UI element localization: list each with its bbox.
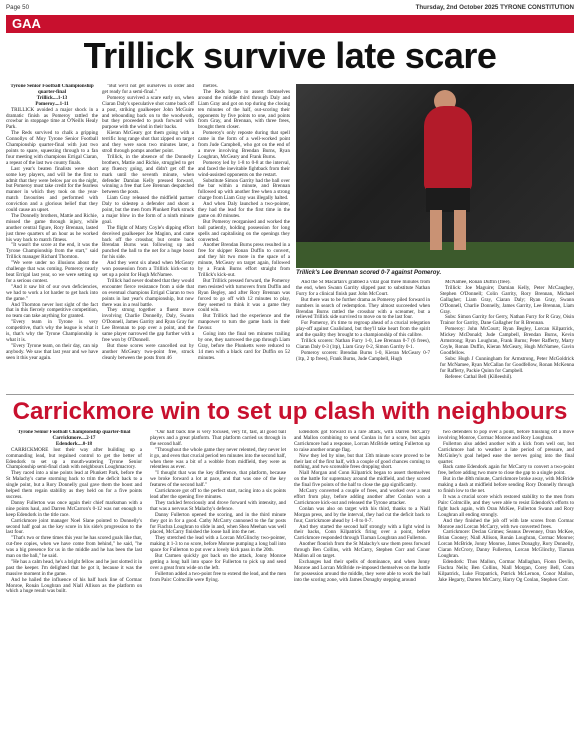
story1-column-1 — [6, 84, 98, 390]
article-paragraph: But Carmen quickly got back on the attack, Jonny Monroe getting a long ball into space for Fullerton to pick up and send over a great from wide on the left. — [150, 553, 286, 571]
article-paragraph: Carrickmore: Declan Grimes; Seanus Devenney, Oran McKee, Brian Cooney; Niall Allison, Ronán Loughran, Cormac Monroe; Lorcan McBride, Jonny Monroe, James Donaghy, Rory Donnelly, Ciaran McCrory, Danny Fullerton, Lorcan McGlinchy, Tiarnan Loughran. — [438, 529, 574, 560]
article-paragraph: "It wasn't the score at the end, it was the Tyrone Championship from the start," said Trillick manager Richard Thornton. — [6, 242, 98, 261]
story2-column-3 — [294, 430, 430, 733]
date-line: Thursday, 2nd October 2025 TYRONE CONSTITUTION — [415, 4, 574, 11]
article-paragraph: Edendork: Thos Mallon, Cormac Mallaghan, Fionn Devlin, Fiachra Neils; Ben Collins, Niall Morgan, Corey Bell, Conn Kilpatrick, Luke Fitzpatrick, Patrick McLernon, Conor Mallon, Jake Hegarty, Darren McCarry, Harry Og Conlan, Stephen Corr. — [438, 558, 574, 583]
article-paragraph: And they went six ahead when McGeary won possession from a Trillick kick-out to set up a point for Hugh McNamee. — [102, 260, 194, 278]
article-paragraph: Subs: Hugh J Cunningham for Armstrong, Peter McGoldrick for McNamee, Ryan McCallan for Goodfellow, Ronan McKenna for Rafferty, Packie Quinn for Campbell. — [440, 355, 574, 374]
article-paragraph: "Our half back line is very focused, very fit, fast, all good ball players and a great platform. That platform carried us through in the second half. — [150, 430, 286, 447]
article-paragraph: Pomeroy led by 1-8 to 0-8 at the interval, and faced the inevitable fightback from their wind-assisted opponents on the restart. — [198, 159, 290, 178]
article-paragraph: Pomeroy's only reposte during that spell came in the form of a well-worked point from Jude Campbell, who got on the end of a move involving Brendan Burns, Ryan Loughran, McGeary and Frank Burns. — [198, 130, 290, 160]
article-paragraph: For Pomeroy, it's time to regroup ahead of a crucial relegation play-off against Coalisland, but they'll take heart from the spirit and the quality they brought to a championship of this calibre. — [296, 320, 430, 339]
match-heading: Tyrone Senior Football Championship quarter-final — [17, 430, 131, 435]
article-paragraph: Liam Gray released the midfield partner Daly to sidestep a defender and shoot a point, but the men from Plunkett Park struck a major blow in the form of a ninth minute goal. — [102, 195, 194, 225]
article-paragraph: But Pomeroy reorganised and worked the ball patiently, holding possession for long spells and capitalising on the openings they converted. — [198, 218, 290, 243]
match-heading: Edendork....0-18 — [55, 440, 93, 447]
story1-column-5 — [440, 280, 574, 390]
page-number: Page 50 — [6, 4, 30, 11]
story2-column-1 — [6, 430, 142, 733]
story2-column-2 — [150, 430, 286, 733]
match-heading: Tyrone Senior Football Championship quarter-final — [10, 84, 94, 95]
article-paragraph: Back came Edendork again for McCarry to convert a two-point free, before adding two more to close the gap to a single point. — [438, 464, 574, 477]
article-paragraph: Another flourish from the St Malachy's saw them press forward through Ben Collins, with McCarry, Stephen Corr and Conor Mallon all on target. — [294, 541, 430, 560]
article-paragraph: CARRICKMORE lost their way after building up a commanding lead, but regained control to get the better of Edendork to set up a mouth-watering Tyrone Senior Championship semi-final clash with neighbours Loughmacrory. — [6, 446, 142, 471]
player-shorts — [426, 188, 470, 212]
article-paragraph: Danny Fullerton opened the scoring, and in the third minute they got in for a good. Cathy McCarry cannoned to the far posts for Fiachra Loughran to slide in and, when Shea Meehan was well placed, McCarry finished the loose ball into the net. — [150, 511, 286, 536]
article-paragraph: The flight of Marty Coyle's dipping effort deceived goalkeeper Joe Maginn, and came back off the crossbar, but centre back Brendan Burns was following up and punched the ball to the net for a huge boost for his side. — [102, 224, 194, 261]
article-paragraph: Referee: Cathal Bell (Killeeshil). — [445, 373, 513, 380]
match-heading: Carrickmore....2-17 — [52, 434, 96, 441]
article-paragraph: Fullerton also added another with a kick from well out, but Carrickmore had to weather a late period of pressure, and McGinley's goal helped ease the nerves going into the final quarter. — [438, 440, 574, 465]
article-paragraph: McCarry converted a couple of frees, and worked over a neat effort from play, before adding another after Conlan won a Carrickmore kick-out and released the Tyrone attacker. — [294, 488, 430, 506]
player-leg — [430, 210, 442, 250]
article-paragraph: McNamee, Ronan Duffin (free). — [445, 280, 511, 285]
article-paragraph: Trillick had never doubted that they would encounter fierce resistance from a side that on eventual champions Errigal Ciaran to two points in last year's championship, but now there was in a real battle. — [102, 277, 194, 308]
article-paragraph: The Reds began to assert themselves around the middle third through Daly and Liam Gray and got on top during the closing ten minutes of the half, out-scoring their opponents by five points to one, and points from Gray, and Brennan, with three frees, brought them closer. — [198, 88, 290, 131]
match-heading: Pomeroy....1-11 — [35, 100, 69, 107]
article-paragraph: Pomeroy scorers: Brendan Burns 1-0, Kieran McGeary 0-7 (1tp, 2 tp frees), Frank Burns, Jude Campbell, Hugh — [296, 349, 430, 362]
section-label: GAA — [12, 16, 41, 31]
article-paragraph: "Throughout the whole game they never relented, they never let it go, and even that crucial period ten minutes into the second half, when there was a bit of a wobble from midfield, they were as relentless as ever. — [150, 446, 286, 471]
article-paragraph: And he hailed the influence of his half back line of Cormac Monroe, Ronán Loughran and Niall Allison as the platform on which a huge result was built. — [6, 576, 142, 595]
article-paragraph: Another Brendan Burns press resulted in a free for skipper Ronan Duffin to convert, and they hit two more in the space of a minute, McGeary on target again, followed by a Frank Burns effort straight from Trillick's kick-out. — [198, 242, 290, 278]
article-paragraph: Last year's beaten finalists were short some key players, and will be the first to admit that they were below par on the night, but Pomeroy must take credit for the fearless manner in which they took on the year-match favourites and performed with conviction and a glorious belief that they could cause an upset. — [6, 165, 98, 214]
article-paragraph: Fullerton added a two-point free to extend the lead, and the men from Pairc Colmcille were flying. — [150, 570, 286, 583]
article-paragraph: Going into the final ten minutes trailing by one, they narrowed the gap through Liam Gray, before the Plunketts were reduced to 14 men with a black card for Duffin on 52 minutes. — [198, 331, 290, 361]
player-photo — [296, 84, 574, 268]
article-paragraph: "That's two or three times this year he has scored goals like that, cut-free copies, when we have come from behind," he said, "he was a big presence for us in the middle and he has been the last man on the ball," he said. — [6, 535, 142, 560]
section-banner — [6, 15, 574, 33]
article-paragraph: Substitute Simon Garrity had the ball over the bar within a minute, and Brennan followed up with another free when a strong charge from Liam Gray was illegally halted. — [198, 177, 290, 202]
article-paragraph: "And it saw bit of our own deficiencies, we had to work a lot harder to get back into the game." — [6, 283, 98, 302]
article-paragraph: Niall Morgan and Conn Kilpatrick began to assert themselves on the battle for supremacy around the midfield, and they scored the final five points of the half to close the gap significantly. — [294, 470, 430, 489]
article-paragraph: But those scores were cancelled out by another McGeary two-point free, struck cleanly between the posts from 46 — [102, 342, 194, 361]
article-paragraph: And they finished the job off with late scores from Cormac Monroe and Lorcan McCarry, with two converted frees. — [438, 517, 574, 530]
article-paragraph: But there was to be further drama as Pomeroy piled forward in numbers in search of redemption. They almost succeeded when Brendan Burns rattled the crossbar with a screamer, but a relieved Trillick side survived to move on to the last four. — [296, 296, 430, 321]
article-paragraph: "I thought that was the key difference, that platform, because we broke forward a lot at pace, and that was one of the key features of the second half." — [150, 470, 286, 489]
article-paragraph: It was a crucial score which restored stability to the men from Pairc Colmcille, and they were able to resist Edendork's efforts to fight back again, with Oran McKee, Fullerton Swann and Rory Loughran all ending strongly. — [438, 493, 574, 518]
photo-caption: Trillick's Lee Brennan scored 0-7 against Pomeroy. — [296, 270, 442, 276]
article-paragraph: They tackled ferociously and drove forward with intensity, and that was a nervous St Malachy's defence. — [150, 499, 286, 512]
player-leg — [454, 210, 466, 250]
article-paragraph: Pomeroy survived a scare early on, when Ciaran Daly's speculative shot came back off a post, striking goalkeeper John McGuire and rebounding back on to the woodwork, but they proceeded to push forward with purpose with the wind in their backs. — [102, 94, 194, 131]
story1-column-2 — [102, 84, 194, 390]
article-paragraph: "But we'll not get ourselves in order and get ready for a semi-final." — [102, 84, 194, 95]
player-jersey — [424, 106, 472, 192]
article-paragraph: They strung together a fluent move involving Charlie Donnelly, Daly, Swann O'Donnell, James Garrity and Ryan Gray for Lee Brennan to pop over a point, and the same player narrowed the gap further with a free won by O'Donnell. — [102, 307, 194, 343]
story1-headline: Trillick survive late scare — [83, 35, 497, 76]
article-paragraph: And they started the second half strongly with a light wind in their backs, Conn Kilpatrick firing over a point, before Carrickmore responded through Tiarnan Loughran and Fullerton. — [294, 523, 430, 542]
article-paragraph: Edendork got forward in a rare attack, with Darren McCarry and Mallon combining to send Conlan in for a score, but again Carrickmore had a response, Lorcan McBride setting Fullerton up to raise another orange flag. — [294, 430, 430, 453]
story2-column-4 — [438, 430, 574, 733]
article-paragraph: Kieran McGeary got them going with a terrific long range shot that zipped on target and they were soon two minutes later, a stroll through pomps another point. — [102, 130, 194, 154]
article-paragraph: metres. — [203, 84, 218, 89]
article-paragraph: two defenders to pop over a point, before finishing off a move involving Monroe, Cormac Monroe and Rory Loughran. — [438, 430, 574, 441]
article-paragraph: Danny Fullerton was once again their chief marksman with a nine points haul, and Darren McCarron's 0-12 was not enough to keep Edendork in the title race. — [6, 499, 142, 518]
story-separator — [6, 394, 574, 395]
article-paragraph: Carrickmore joint manager Noel Slane pointed to Donnelly's second half goal as the key score in his side's progression to the last four. — [6, 517, 142, 536]
article-paragraph: Subs: Simon Garrity for Gerry, Nathan Furry for R Gray, Oisin Trainor for Garrity, Dane Gallagher for R Brennan. — [440, 314, 574, 327]
article-paragraph: And when Daly launched a two-pointer, they had the lead for the first time in the game on 40 minutes. — [198, 201, 290, 219]
story1-column-4 — [296, 280, 430, 390]
story1-column-3 — [198, 84, 290, 390]
article-paragraph: They raced into a nine points lead at Plunkett Park, before the St Malachy's came storming back to trim the deficit back to a single point, but a Rory Donnelly goal gave them the boost and helped them regain stability as they held on for a five points success. — [6, 470, 142, 500]
article-paragraph: They stretched the lead with a Lorcan McGlinchy two-pointer, making it 1-3 to no score, before Monroe pumping a long ball into space for Fullerton to put over a lovely kick pass in the 20th. — [150, 535, 286, 554]
article-paragraph: Pomeroy: John McCourt; Ryan Begley, Lorcan Kilpatrick, Mickey McDonald; Jude Campbell, Brendan Burns, Kevin Armstrong; Ryan Loughran, Frank Burns; Peter Rafferty, Marty Coyle, Ronan Duffin, Kieran McGeary, Hugh McNamee, Gavin Goodfellow. — [440, 326, 574, 356]
article-paragraph: But Trillick had the experience and the manpower to turn the game back in their favour. — [198, 313, 290, 332]
article-paragraph: Conlan was also on target with his third, thanks to a Niall Morgan press, and by the interval, they had cut the deficit back to four, Carrickmore ahead by 1-8 to 0-7. — [294, 505, 430, 524]
article-paragraph: Trillick scorers: Nathan Furry 1-0, Lee Brennan 0-7 (6 frees), Ciaran Daly 0-3 (1tp), Liam Gray 0-2, Simon Garrity 0-1. — [296, 338, 430, 350]
article-paragraph: "Every team in Tyrone is very competitive, that's why the league is what it is, that's why the Tyrone Championship is what it is. — [6, 319, 98, 343]
article-paragraph: "We were under no illusions about the challenge that was coming. Pomeroy nearly beat Errigal last year, so we were setting up for a serious contest. — [6, 260, 98, 284]
article-paragraph: The Donnelly brothers, Mattie and Richie, missed the game through injury, while another central figure, Rory Brennan, lasted just three quarters of an hour as he worked his way back to match fitness. — [6, 212, 98, 243]
article-paragraph: Now they led by nine, but that 13th minute score proved to be their last of the first half, with a couple of good chances coming to nothing, and two scoreable frees dropping short. — [294, 452, 430, 471]
article-paragraph: The Reds survived to chalk a gripping Connollys of Moy Tyrone Senior Football Championship quarter-final with just two points to spare, squeezing through to a fan four meeting with champions Errigal Ciaran, a repeat of the last two county finals. — [6, 130, 98, 166]
article-paragraph: Carrickmore got off to the perfect start, racing into a six points lead after the opening five minutes. — [150, 488, 286, 500]
story2-headline: Carrickmore win to set up clash with neighbours — [12, 398, 568, 425]
match-heading: Trillick....1-13 — [36, 94, 68, 101]
article-paragraph: "Every Tyrone team, on their day, can nip anybody. We saw that last year and we have seen it this year again. — [6, 342, 98, 361]
article-paragraph: And Thornton never lost sight of the fact that in this fiercely competitive competition, no team can take anything for granted. — [6, 301, 98, 320]
article-paragraph: Trillick, in the absence of the Donnelly brothers, Mattie and Richie, struggled to get any fluency going, and didn't get off the mark until the seventh minute, when defender Damian Kelly pressed forward, winning a free that Lee Brennan despatched between the posts. — [102, 153, 194, 196]
article-paragraph: "He has a calm head, he's a bright fellow and he just slotted it in past the keeper. I'm delighted that he got it, because it was the massive moment in the game. — [6, 558, 142, 577]
article-paragraph: TRILLICK avoided a major shock in a dramatic finish as Pomeroy rattled the crowbar in stoppage time at O'Neills Healy Park. — [6, 106, 98, 131]
article-paragraph: Exchanges had their spells of dominance, and when Jonny Monroe and Lorcan McBride re-imposed themselves on the battle for possession around the middle, they were able to work the ball into the scoring zone, with James Donaghy stepping around — [294, 558, 430, 583]
article-paragraph: Trillick: Joe Maguire; Damian Kelly, Peter McCaughey, Stephen O'Donnell; Colin Garrity, Rory Brennan, Michael Gallagher; Liam Gray, Ciaran Daly; Ryan Gray, Swann O'Donnell, Charlie Donnelly, James Garrity, Lee Brennan, Liam Gray. — [440, 284, 574, 315]
article-paragraph: But in the 48th minute, Carrickmore broke away, with McBride making a dash at midfield before sending Rory Donnelly through to finish low to the net. — [438, 476, 574, 495]
article-paragraph: But Trillick pressed forward, the Pomeroy men resisted with turnovers from Duffin and Ryan Begley, and after Rory Brennan was forced to go off with 12 minutes to play, they seemed to think it was a game they could win. — [198, 277, 290, 314]
page-header — [6, 4, 574, 14]
article-paragraph: And the St Macartan's grabbed a vital goal three minutes from the end, when Swann Garrity slipped past to substitute Nathan Furry for a clinical finish past John McCourt. — [296, 280, 430, 297]
